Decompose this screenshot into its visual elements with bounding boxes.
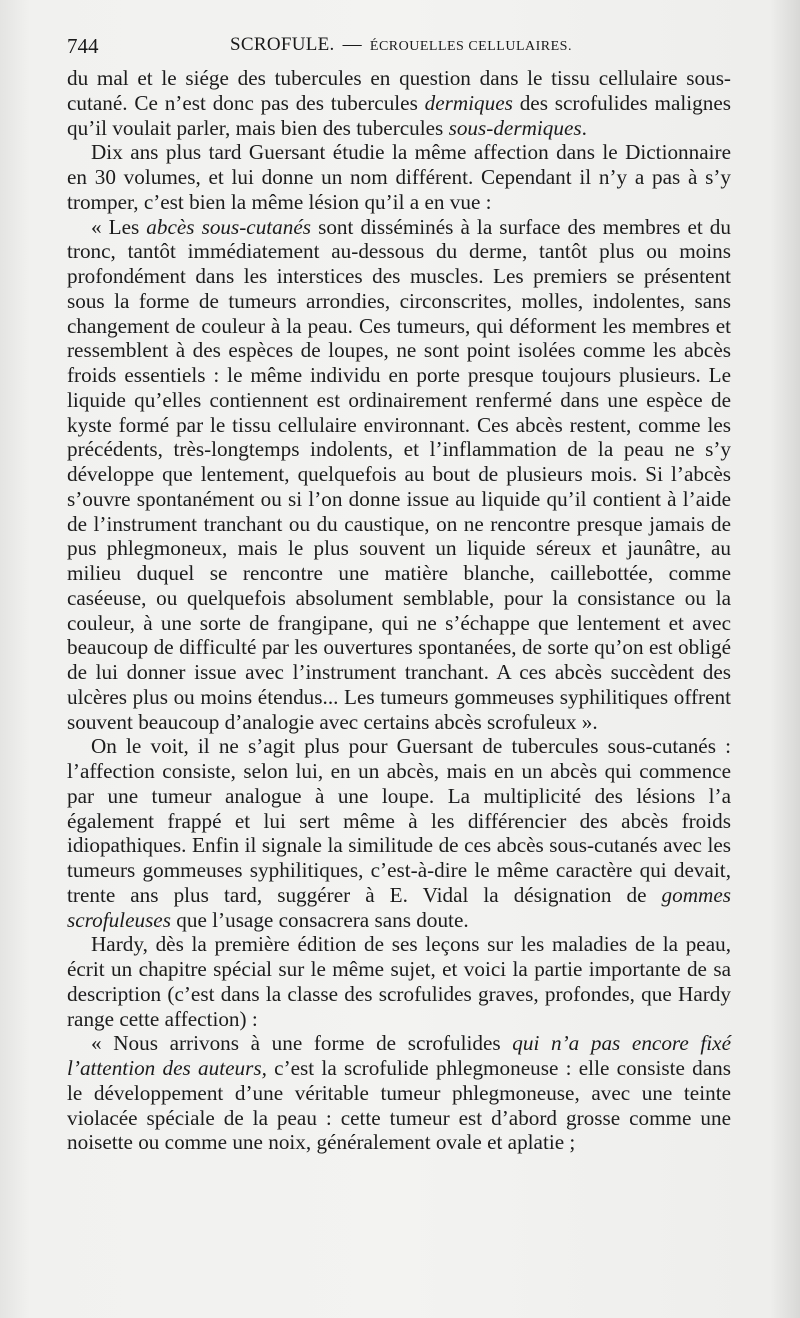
text-run: On le voit, il ne s’agit plus pour Guersant de tubercules sous-cutanés : l’affection consiste, selon lui, en un abcès, mais en un abcès qui commence par une tumeur analogue à une loupe. La multiplicité des lésions l’a également frappé et lui sert même à les différencier des abcès froids idiopathiques. Enfin il signale la similitude de ces abcès sous-cutanés avec les tumeurs gommeuses syphilitiques, c’est-à-dire le même caractère qui devait, trente ans plus tard, suggérer à E. Vidal la désignation de (67, 734, 731, 907)
text-run: « Les (91, 214, 147, 239)
text-run: du mal et le siége des tubercules en question dans le tissu cellulaire sous-cutané. Ce n’est donc pas des tubercules (67, 66, 731, 115)
text-run: Dix ans plus tard Guersant étudie la même affection dans le Dictionnaire en 30 volumes, et lui donne un nom différent. Cependant il n’y a pas à s’y tromper, c’est bien la même lésion qu’il a en vue : (67, 140, 731, 214)
text-run: sont disséminés à la surface des membres et du tronc, tantôt immédiatement au-dessous du derme, tantôt plus ou moins profondément dans les interstices des muscles. Les premiers se présentent sous la forme de tumeurs arrondies, circonscrites, molles, indolentes, sans changement de couleur à la peau. Ces tumeurs, qui déforment les membres et ressemblent à des espèces de loupes, ne sont point isolées comme les abcès froids essentiels : le même individu en porte presque toujours plusieurs. Le liquide qu’elles contiennent est ordinairement renfermé dans une espèce de kyste formé par le tissu cellulaire environnant. Ces abcès restent, comme les précédents, très-longtemps indolents, et l’inflammation de la peau ne s’y développe que lentement, quelquefois au bout de plusieurs mois. Si l’abcès s’ouvre spontanément ou si l’on donne issue au liquide qu’il contient à l’aide de l’instrument tranchant ou du caustique, on ne rencontre presque jamais de pus phlegmoneux, mais le plus souvent un liquide séreux et jaunâtre, au milieu duquel se rencontre une matière blanche, caillebottée, comme caséeuse, ou quelquefois absolument semblable, pour la consistance ou la couleur, à une sorte de frangipane, qui ne s’échappe que lentement et avec beaucoup de difficulté par les ouvertures spontanées, de sorte qu’on est obligé de lui donner issue avec l’instrument tranchant. A ces abcès succèdent des ulcères plus ou moins étendus... Les tumeurs gommeuses syphilitiques offrent souvent beaucoup d’analogie avec certains abcès scrofuleux ». (67, 214, 731, 734)
paragraph (67, 932, 731, 1031)
running-head-dash: — (342, 34, 362, 55)
italic-text: qui n’a pas encore fixé l’attention des auteurs, (67, 1031, 731, 1080)
body-text (67, 66, 731, 1155)
running-head-main: SCROFULE. (230, 34, 335, 55)
paragraph (67, 140, 731, 214)
italic-text: dermiques (424, 90, 513, 115)
italic-text: gommes scrofuleuses (67, 882, 731, 932)
italic-text: sous-dermiques (448, 115, 582, 140)
text-run: c’est la scrofulide phlegmoneuse : elle consiste dans le développement d’une véritable tumeur phlegmoneuse, avec une teinte violacée spéciale de la peau : cette tumeur est d’abord grosse comme une noisette ou comme une noix, généralement ovale et aplatie ; (67, 1056, 731, 1155)
text-run: Hardy, dès la première édition de ses leçons sur les maladies de la peau, écrit un chapitre spécial sur le même sujet, et voici la partie importante de sa description (c’est dans la classe des scrofulides graves, profondes, que Hardy range cette affection) : (67, 932, 731, 1031)
quote-paragraph (67, 215, 731, 735)
paragraph (67, 734, 731, 932)
running-head-sub: ÉCROUELLES CELLULAIRES. (369, 39, 572, 54)
text-run: . (581, 115, 587, 140)
paragraph (67, 66, 731, 140)
page-header (67, 34, 739, 60)
text-run: des scrofulides malignes qu’il voulait parler, mais bien des tubercules (67, 90, 731, 140)
text-run: « Nous arrivons à une forme de scrofulides (91, 1031, 513, 1056)
page-number: 744 (67, 34, 99, 58)
running-head (230, 34, 572, 56)
text-run: que l’usage consacrera sans doute. (170, 907, 469, 932)
italic-text: abcès sous-cutanés (146, 214, 312, 239)
quote-paragraph (67, 1031, 731, 1155)
